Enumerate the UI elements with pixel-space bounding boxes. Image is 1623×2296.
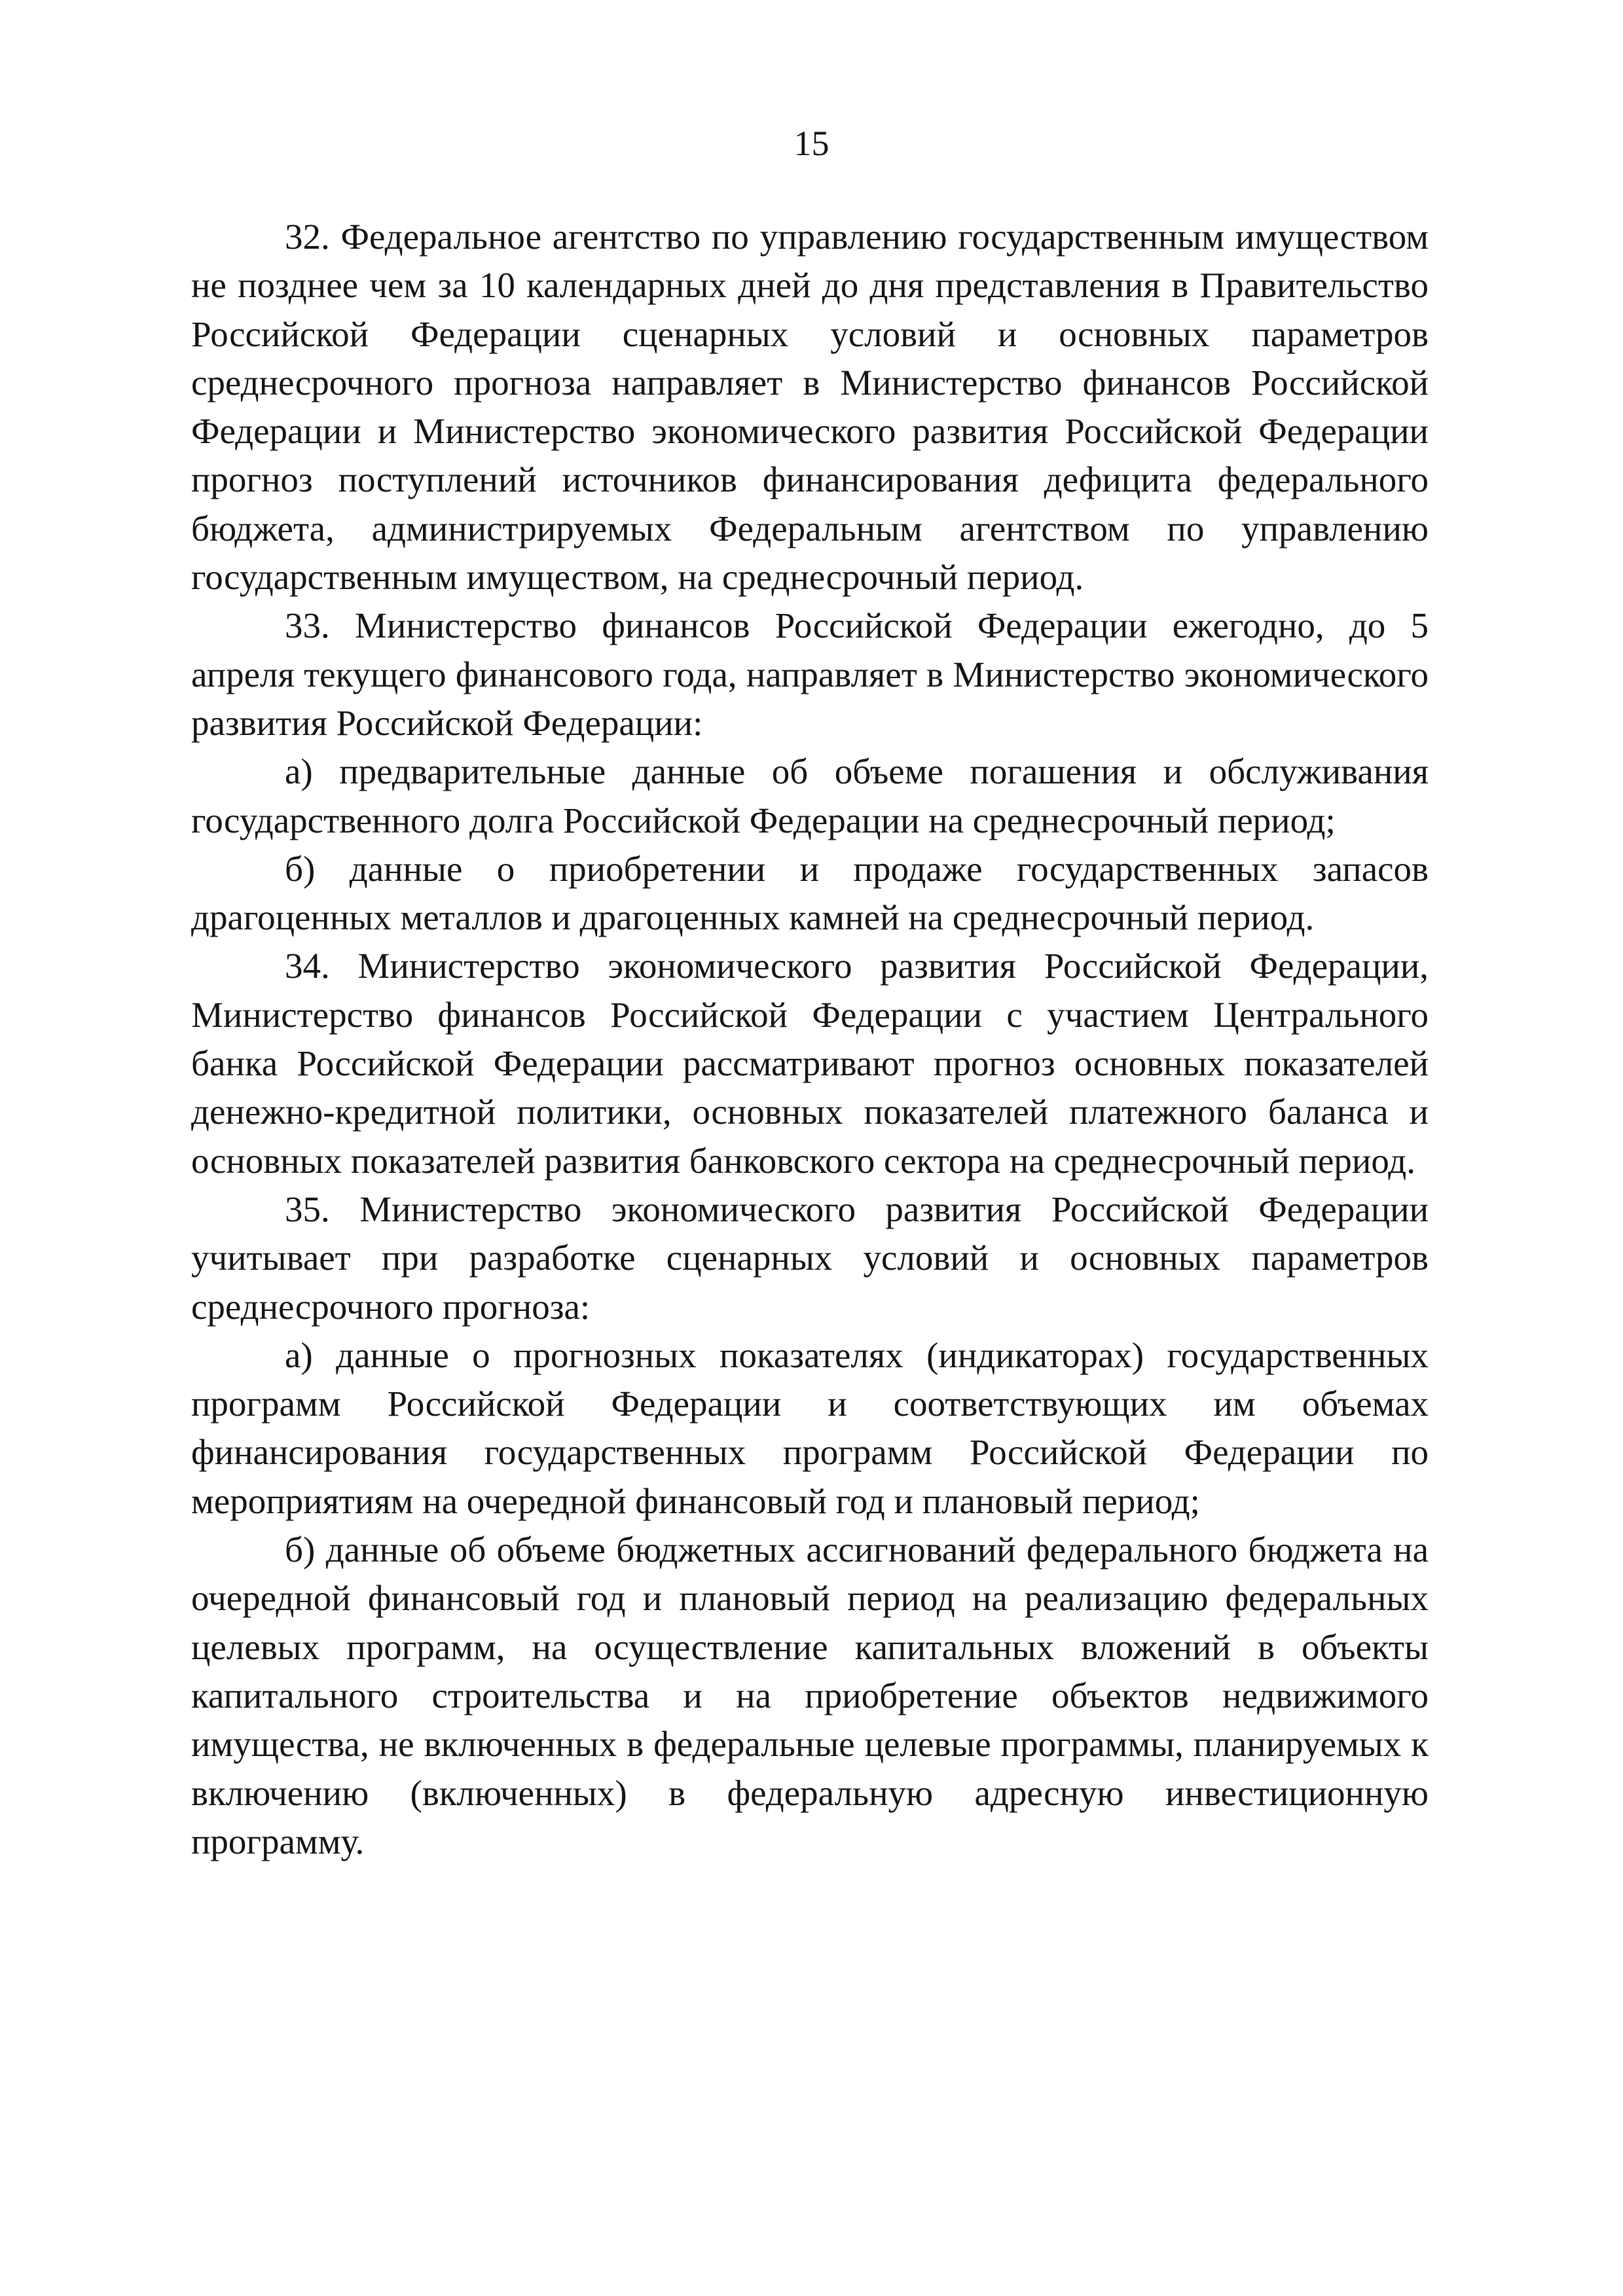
document-body	[191, 213, 1429, 1866]
paragraph-35-b: б) данные об объеме бюджетных ассигнований федерального бюджета на очередной финансовый год и плановый период на реализацию федеральных целевых программ, на осуществление капитальных вложений в объекты капитального строительства и на приобретение объектов недвижимого имущества, не включенных в федеральные целевые программы, планируемых к включению (включенных) в федеральную адресную инвестиционную программу.	[191, 1530, 1429, 1861]
paragraph-35: 35. Министерство экономического развития Российской Федерации учитывает при разработке сценарных условий и основных параметров среднесрочного прогноза:	[191, 1189, 1429, 1327]
paragraph-33-a: а) предварительные данные об объеме погашения и обслуживания государственного долга Российской Федерации на среднесрочный период;	[191, 751, 1429, 840]
paragraph-33-b: б) данные о приобретении и продаже государственных запасов драгоценных металлов и драгоценных камней на среднесрочный период.	[191, 848, 1429, 938]
paragraph-33: 33. Министерство финансов Российской Федерации ежегодно, до 5 апреля текущего финансового года, направляет в Министерство экономического развития Российской Федерации:	[191, 605, 1429, 743]
page-number: 15	[793, 124, 830, 163]
paragraph-32: 32. Федеральное агентство по управлению государственным имуществом не позднее чем за 10 календарных дней до дня представления в Правительство Российской Федерации сценарных условий и основных параметров среднесрочного прогноза направляет в Министерство финансов Российской Федерации и Министерство экономического развития Российской Федерации прогноз поступлений источников финансирования дефицита федерального бюджета, администрируемых Федеральным агентством по управлению государственным имуществом, на среднесрочный период.	[191, 217, 1429, 598]
paragraph-35-a: а) данные о прогнозных показателях (индикаторах) государственных программ Российской Федерации и соответствующих им объемах финансирования государственных программ Российской Федерации по мероприятиям на очередной финансовый год и плановый период;	[191, 1335, 1429, 1521]
paragraph-34: 34. Министерство экономического развития Российской Федерации, Министерство финансов Российской Федерации с участием Центрального банка Российской Федерации рассматривают прогноз основных показателей денежно-кредитной политики, основных показателей платежного баланса и основных показателей развития банковского сектора на среднесрочный период.	[191, 946, 1429, 1181]
